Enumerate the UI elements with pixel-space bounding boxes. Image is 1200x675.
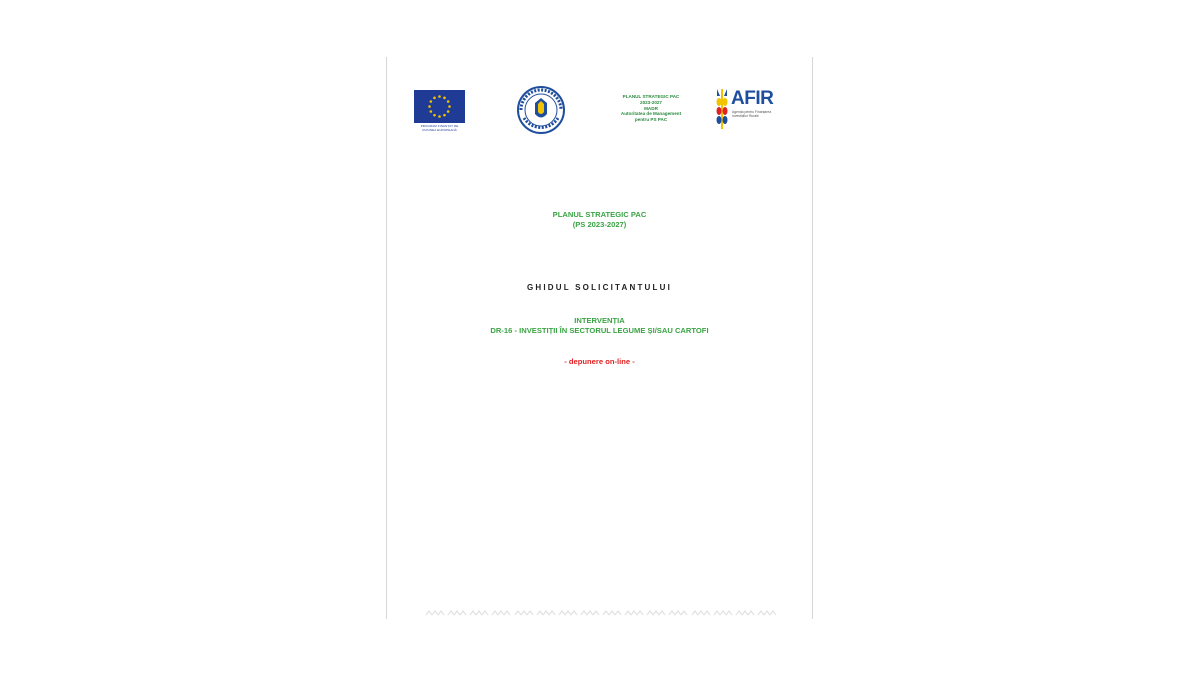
ornament-icon bbox=[425, 609, 445, 617]
ornament-icon bbox=[469, 609, 489, 617]
eu-star-icon bbox=[428, 105, 431, 108]
eu-star-icon bbox=[430, 100, 433, 103]
pac-line: Autoritatea de Management bbox=[620, 111, 682, 117]
ornament-icon bbox=[536, 609, 556, 617]
eu-star-icon bbox=[447, 110, 450, 113]
afir-name: AFIR bbox=[731, 88, 774, 109]
submission-mode: - depunere on-line - bbox=[564, 357, 635, 366]
plan-period: (PS 2023-2027) bbox=[572, 220, 627, 229]
eu-star-icon bbox=[447, 100, 450, 103]
pac-line: MADR bbox=[644, 105, 658, 111]
ornament-icon bbox=[757, 609, 777, 617]
eu-star-icon bbox=[438, 115, 441, 118]
ornament-icon bbox=[646, 609, 666, 617]
eu-flag-icon bbox=[414, 90, 465, 123]
eu-star-icon bbox=[448, 105, 451, 108]
guide-title: GHIDUL SOLICITANTULUI bbox=[526, 283, 672, 292]
ornament-icon bbox=[558, 609, 578, 617]
eu-star-icon bbox=[433, 97, 436, 100]
pac-line: pentru PS PAC bbox=[634, 117, 668, 123]
ornament-icon bbox=[691, 609, 711, 617]
plan-title-block bbox=[387, 210, 812, 230]
ornament-icon bbox=[602, 609, 622, 617]
decorative-footer-band bbox=[425, 608, 777, 618]
eu-logo bbox=[414, 90, 465, 134]
pac-line: 2023-2027 bbox=[640, 99, 662, 105]
ornament-icon bbox=[447, 609, 467, 617]
government-seal-logo bbox=[516, 85, 566, 135]
pac-line: PLANUL STRATEGIC PAC bbox=[622, 94, 680, 99]
intervention-label: INTERVENȚIA bbox=[574, 316, 625, 325]
pac-authority-block bbox=[613, 94, 689, 123]
eu-star-icon bbox=[438, 95, 441, 98]
ornament-icon bbox=[580, 609, 600, 617]
eu-star-icon bbox=[430, 110, 433, 113]
eu-star-icon bbox=[443, 97, 446, 100]
eu-caption: PROGRAM FINANȚAT DE UNIUNEA EUROPEANĂ bbox=[420, 124, 459, 132]
plan-title: PLANUL STRATEGIC PAC bbox=[552, 210, 647, 219]
ornament-icon bbox=[514, 609, 534, 617]
eu-star-icon bbox=[443, 114, 446, 117]
ornament-icon bbox=[491, 609, 511, 617]
document-page bbox=[386, 57, 813, 619]
afir-subtitle: Agenția pentru Finanțarea Investițiilor Rurale bbox=[732, 110, 772, 119]
ornament-icon bbox=[735, 609, 755, 617]
wheat-icon bbox=[715, 87, 729, 131]
ornament-icon bbox=[713, 609, 733, 617]
intervention-block bbox=[387, 316, 812, 336]
intervention-title: DR-16 - INVESTIȚII ÎN SECTORUL LEGUME ȘI/SAU CARTOFI bbox=[490, 326, 709, 335]
eu-star-icon bbox=[433, 114, 436, 117]
ornament-icon bbox=[624, 609, 644, 617]
ornament-icon bbox=[668, 609, 688, 617]
afir-logo bbox=[715, 87, 781, 131]
